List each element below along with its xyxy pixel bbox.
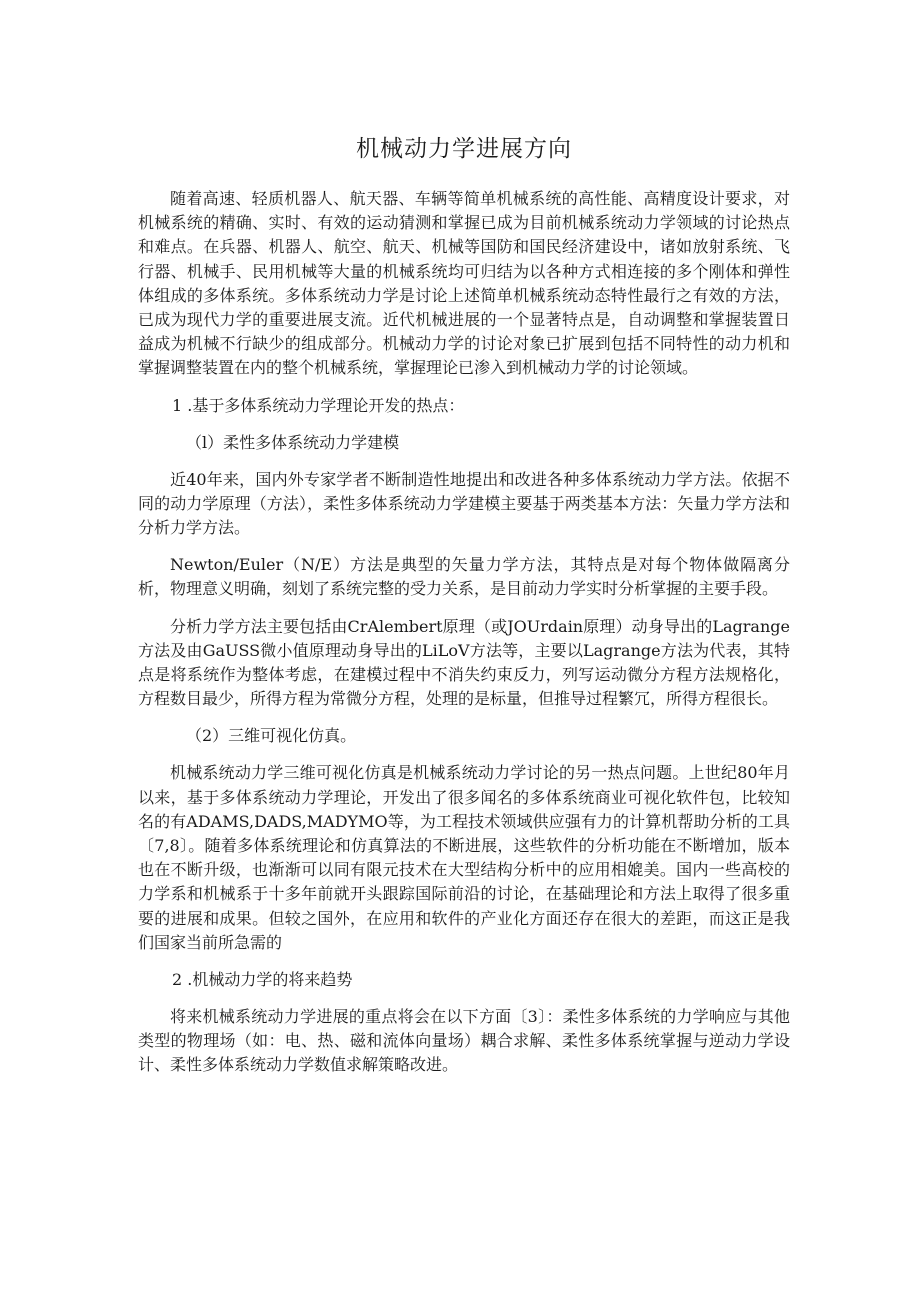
section-1-1-paragraph-2: Newton/Euler（N/E）方法是典型的矢量力学方法，其特点是对每个物体做隔离分析，物理意义明确，刻划了系统完整的受力关系，是目前动力学实时分析掌握的主要手段。 [138, 555, 790, 599]
section-1-heading: 1 .基于多体系统动力学理论开发的热点： [172, 395, 465, 415]
section-2-heading: 2 .机械动力学的将来趋势 [172, 970, 353, 990]
section-1-1-heading: （l）柔性多体系统动力学建模 [186, 432, 400, 452]
section-1-2-heading: （2）三维可视化仿真。 [186, 726, 357, 746]
document-title: 机械动力学进展方向 [356, 136, 572, 162]
section-2-paragraph-1: 将来机械系统动力学进展的重点将会在以下方面〔3〕：柔性多体系统的力学响应与其他类型的物理场（如：电、热、磁和流体向量场）耦合求解、柔性多体系统掌握与逆动力学设计、柔性多体系统动力学数值求解策略改进。 [138, 1007, 790, 1075]
section-1-1-paragraph-3: 分析力学方法主要包括由CrAlembert原理（或JOUrdain原理）动身导出的Lagrange方法及由GaUSS微小值原理动身导出的LiLoV方法等，主要以Lagrange方法为代表，其特点是将系统作为整体考虑，在建模过程中不消失约束反力，列写运动微分方程方法规格化，方程数目最少，所得方程为常微分方程，处理的是标量，但推导过程繁冗，所得方程很长。 [138, 616, 790, 709]
document-page [138, 130, 790, 1091]
section-1-1-paragraph-1: 近40年来，国内外专家学者不断制造性地提出和改进各种多体系统动力学方法。依据不同的动力学原理（方法），柔性多体系统动力学建模主要基于两类基本方法：矢量力学方法和分析力学方法。 [138, 469, 790, 538]
intro-paragraph: 随着高速、轻质机器人、航天器、车辆等简单机械系统的高性能、高精度设计要求，对机械系统的精确、实时、有效的运动猜测和掌握已成为目前机械系统动力学领域的讨论热点和难点。在兵器、机器人、航空、航天、机械等国防和国民经济建设中，诸如放射系统、飞行器、机械手、民用机械等大量的机械系统均可归结为以各种方式相连接的多个刚体和弹性体组成的多体系统。多体系统动力学是讨论上述简单机械系统动态特性最行之有效的方法，已成为现代力学的重要进展支流。近代机械进展的一个显著特点是，自动调整和掌握装置日益成为机械不行缺少的组成部分。机械动力学的讨论对象已扩展到包括不同特性的动力机和掌握调整装置在内的整个机械系统，掌握理论已渗入到机械动力学的讨论领域。 [138, 189, 790, 378]
section-1-2-paragraph-1: 机械系统动力学三维可视化仿真是机械系统动力学讨论的另一热点问题。上世纪80年月以来，基于多体系统动力学理论，开发出了很多闻名的多体系统商业可视化软件包，比较知名的有ADAMS,DADS,MADYMO等，为工程技术领域供应强有力的计算机帮助分析的工具〔7,8〕。随着多体系统理论和仿真算法的不断进展，这些软件的分析功能在不断增加，版本也在不断升级，也渐渐可以同有限元技术在大型结构分析中的应用相媲美。国内一些高校的力学系和机械系于十多年前就开头跟踪国际前沿的讨论，在基础理论和方法上取得了很多重要的进展和成果。但较之国外，在应用和软件的产业化方面还存在很大的差距，而这正是我们国家当前所急需的 [138, 763, 790, 952]
